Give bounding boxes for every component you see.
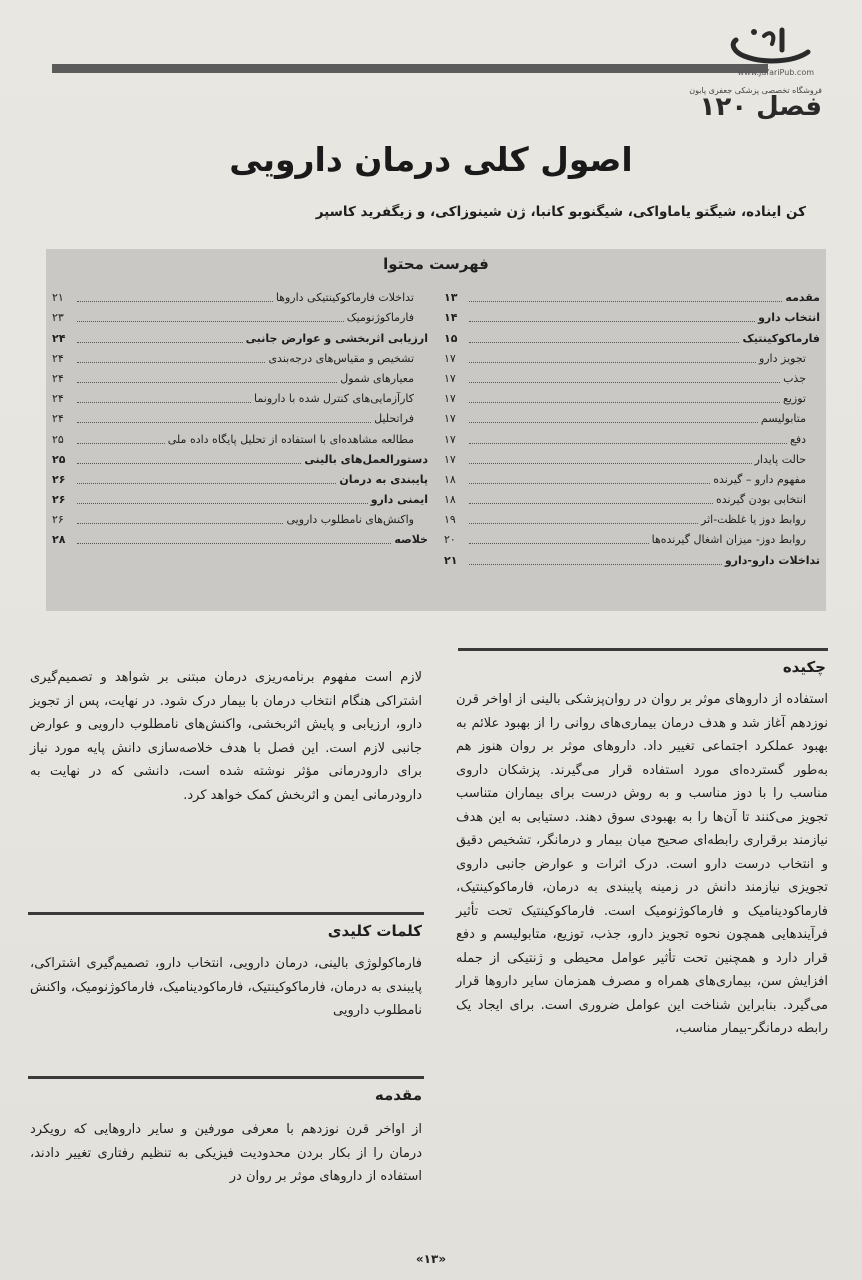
abstract-text: استفاده از داروهای موثر بر روان در روان‌پزشکی بالینی از اواخر قرن نوزدهم آغاز شد و هدف درمان بیماری‌های روانی را از بهبود علائم به بهبود عملکرد اجتماعی تغییر داد. داروهای موثر بر روان هنوز هم به‌طور گسترده‌ای مورد استفاده قرار می‌گیرند. پزشکان داروی مناسب را با دوز مناسب و به روش درست برای بیماران متناسب تجویز می‌کنند تا آن‌ها را به بهبودی سوق دهند. دستیابی به این هدف نیازمند برقراری رابطه‌ای صحیح میان بیمار و درمانگر، تشخیص دقیق و انتخاب درست دارو است. درک اثرات و عوارض جانبی داروی تجویزی نیازمند دانش در زمینه پایبندی به درمان، فارماکوکینتیک، فارماکودینامیک و فارماکوژنومیک است. فارماکوکینتیک تحت تأثیر فرآیندهایی همچون نحوه تجویز دارو، جذب، توزیع، متابولیسم و دفع قرار دارد و همچنین تحت تأثیر عوامل محیطی و ژنتیکی از جمله افزایش سن، بیماری‌های همراه و مصرف همزمان سایر داروها قرار می‌گیرد. بنابراین شناخت این عوامل ضروری است. برای ایجاد یک رابطه درمانگر-بیمار مناسب، — [456, 692, 828, 1036]
toc-entry-label: معیارهای شمول — [340, 371, 414, 385]
toc-entry-page: ۲۶ — [52, 513, 64, 527]
toc-entry-page: ۱۸ — [444, 493, 456, 507]
abstract-rule — [458, 648, 828, 651]
toc-entry-page: ۲۰ — [444, 533, 456, 547]
authors-line: کن ایناده، شیگتو یاماواکی، شیگنوبو کانبا، ژن شینوزاکی، و زیگفرید کاسپر — [315, 204, 806, 220]
keywords-rule — [28, 912, 424, 915]
toc-entry — [444, 426, 820, 446]
toc-entry-label: انتخاب دارو — [758, 311, 820, 325]
toc-leader-dots — [469, 382, 780, 383]
toc-entry-label: ایمنی دارو — [370, 493, 428, 507]
toc-leader-dots — [469, 463, 752, 464]
toc-entry-page: ۲۶ — [52, 472, 66, 486]
toc-entry — [444, 346, 820, 366]
toc-entry — [444, 406, 820, 426]
toc-entry-page: ۲۱ — [444, 553, 458, 567]
toc-leader-dots — [469, 503, 713, 504]
toc-entry — [52, 325, 428, 345]
page-number: «۱۳» — [415, 1252, 447, 1266]
toc-leader-dots — [469, 523, 698, 524]
toc-entry-page: ۱۳ — [444, 291, 458, 305]
keywords-heading: کلمات کلیدی — [327, 922, 422, 940]
toc-entry-label: مفهوم دارو – گیرنده — [713, 472, 806, 486]
toc-entry-page: ۲۸ — [52, 533, 66, 547]
toc-entry — [52, 487, 428, 507]
toc-entry — [444, 305, 820, 325]
toc-entry-label: روابط دوز- میزان اشغال گیرنده‌ها — [651, 533, 806, 547]
toc-entry — [52, 406, 428, 426]
toc-entry-page: ۲۳ — [52, 311, 64, 325]
toc-leader-dots — [77, 443, 165, 444]
toc-entry-label: فراتحلیل — [374, 412, 414, 426]
toc-leader-dots — [77, 523, 283, 524]
toc-entry-label: مقدمه — [785, 291, 820, 305]
toc-entry-page: ۱۸ — [444, 472, 456, 486]
toc-entry-label: جذب — [783, 371, 806, 385]
toc-entry — [52, 507, 428, 527]
toc-column-left — [52, 285, 428, 547]
toc-entry-page: ۲۴ — [52, 371, 64, 385]
toc-entry-page: ۲۱ — [52, 291, 64, 305]
toc-entry-label: تداخلات دارو-دارو — [724, 553, 820, 567]
toc-leader-dots — [469, 342, 739, 343]
toc-entry-label: دستورالعمل‌های بالینی — [304, 452, 428, 466]
toc-leader-dots — [469, 301, 782, 302]
toc-entry — [52, 285, 428, 305]
toc-entry-page: ۲۴ — [52, 331, 66, 345]
abstract-heading: چکیده — [782, 658, 826, 676]
toc-entry — [444, 447, 820, 467]
abstract-continuation: لازم است مفهوم برنامه‌ریزی درمان مبتنی بر شواهد و تصمیم‌گیری اشتراکی هنگام انتخاب درمان با بیمار درک شود. در نهایت، پس از تجویز دارو، ارزیابی و پایش اثربخشی، واکنش‌های نامطلوب دارویی و عوارض جانبی لازم است. این فصل با هدف خلاصه‌سازی دانش پایه مورد نیاز برای دارودرمانی مؤثر نوشته شده است، دانشی که در نهایت به دارودرمانی ایمن و اثربخش کمک خواهد کرد. — [30, 670, 422, 803]
toc-entry-label: انتخابی بودن گیرنده — [715, 493, 806, 507]
toc-entry-label: خلاصه — [394, 533, 428, 547]
toc-entry-page: ۱۷ — [444, 452, 456, 466]
toc-entry-page: ۱۷ — [444, 371, 456, 385]
toc-leader-dots — [77, 362, 265, 363]
toc-leader-dots — [77, 402, 251, 403]
toc-leader-dots — [469, 422, 758, 423]
toc-entry-label: فارماکوژنومیک — [346, 311, 414, 325]
toc-entry — [52, 386, 428, 406]
toc-entry-label: دفع — [789, 432, 806, 446]
toc-entry-label: حالت پایدار — [754, 452, 806, 466]
toc-entry — [444, 487, 820, 507]
toc-entry-label: واکنش‌های نامطلوب دارویی — [286, 513, 414, 527]
intro-heading: مقدمه — [374, 1086, 422, 1104]
toc-entry-page: ۲۴ — [52, 392, 64, 406]
toc-entry — [444, 386, 820, 406]
toc-entry-label: پایبندی به درمان — [339, 472, 428, 486]
toc-entry-page: ۲۴ — [52, 412, 64, 426]
toc-leader-dots — [469, 443, 787, 444]
toc-entry-page: ۲۵ — [52, 452, 66, 466]
toc-entry-label: مطالعه مشاهده‌ای با استفاده از تحلیل پایگاه داده ملی — [167, 432, 414, 446]
toc-entry-label: روابط دوز یا غلظت-اثر — [701, 513, 806, 527]
toc-leader-dots — [469, 543, 649, 544]
toc-entry — [444, 527, 820, 547]
toc-entry — [444, 325, 820, 345]
toc-leader-dots — [77, 503, 368, 504]
toc-entry — [444, 507, 820, 527]
toc-entry — [52, 447, 428, 467]
toc-leader-dots — [469, 483, 710, 484]
toc-entry — [444, 467, 820, 487]
toc-entry-label: توزیع — [783, 392, 806, 406]
table-of-contents — [46, 249, 826, 611]
toc-entry — [52, 467, 428, 487]
toc-leader-dots — [469, 321, 755, 322]
toc-entry-label: متابولیسم — [760, 412, 806, 426]
chapter-number: فصل ۱۲۰ — [699, 92, 822, 122]
toc-leader-dots — [77, 422, 371, 423]
toc-leader-dots — [469, 402, 780, 403]
toc-entry-page: ۲۶ — [52, 493, 66, 507]
toc-entry-label: ارزیابی اثربخشی و عوارض جانبی — [245, 331, 428, 345]
toc-leader-dots — [77, 543, 391, 544]
toc-entry-page: ۲۴ — [52, 351, 64, 365]
toc-entry-label: تجویز دارو — [758, 351, 806, 365]
toc-entry-page: ۲۵ — [52, 432, 64, 446]
toc-entry-page: ۱۷ — [444, 351, 456, 365]
toc-leader-dots — [77, 301, 273, 302]
publisher-logo — [724, 22, 816, 74]
intro-rule — [28, 1076, 424, 1079]
toc-entry — [444, 366, 820, 386]
toc-entry-label: تداخلات فارماکوکینتیکی داروها — [275, 291, 414, 305]
toc-entry — [52, 426, 428, 446]
toc-leader-dots — [77, 463, 301, 464]
toc-leader-dots — [77, 321, 344, 322]
publisher-url: www.JafariPub.com — [737, 68, 814, 77]
toc-leader-dots — [469, 362, 756, 363]
toc-entry-page: ۱۷ — [444, 432, 456, 446]
toc-entry-label: فارماکوکینتیک — [742, 331, 820, 345]
toc-entry — [52, 366, 428, 386]
toc-entry-page: ۱۴ — [444, 311, 458, 325]
toc-entry — [444, 547, 820, 567]
toc-entry-label: تشخیص و مقیاس‌های درجه‌بندی — [268, 351, 414, 365]
toc-entry-page: ۱۷ — [444, 412, 456, 426]
toc-entry-page: ۱۷ — [444, 392, 456, 406]
toc-column-right — [444, 285, 820, 568]
toc-entry-label: کارآزمایی‌های کنترل شده با دارونما — [254, 392, 414, 406]
toc-leader-dots — [77, 382, 337, 383]
keywords-text: فارماکولوژی بالینی، درمان دارویی، انتخاب دارو، تصمیم‌گیری اشتراکی، پایبندی به درمان، فارماکوکینتیک، فارماکودینامیک، فارماکوژنومیک، واکنش نامطلوب دارویی — [30, 956, 422, 1018]
toc-entry-page: ۱۵ — [444, 331, 458, 345]
intro-text: از اواخر قرن نوزدهم با معرفی مورفین و سایر داروهایی که رویکرد درمان را از بکار بردن محدودیت فیزیکی به تنظیم رفتاری تغییر دادند، استفاده از داروهای موثر بر روان در — [30, 1122, 422, 1184]
toc-entry — [52, 346, 428, 366]
toc-leader-dots — [77, 483, 336, 484]
publisher-name: فروشگاه تخصصی پزشکی جعفری پابون — [689, 86, 822, 95]
toc-entry — [52, 527, 428, 547]
toc-entry — [52, 305, 428, 325]
toc-leader-dots — [469, 564, 722, 565]
chapter-title: اصول کلی درمان دارویی — [229, 140, 633, 179]
toc-leader-dots — [77, 342, 243, 343]
header-rule — [52, 64, 768, 73]
toc-title: فهرست محتوا — [383, 255, 489, 273]
toc-entry — [444, 285, 820, 305]
toc-entry-page: ۱۹ — [444, 513, 456, 527]
